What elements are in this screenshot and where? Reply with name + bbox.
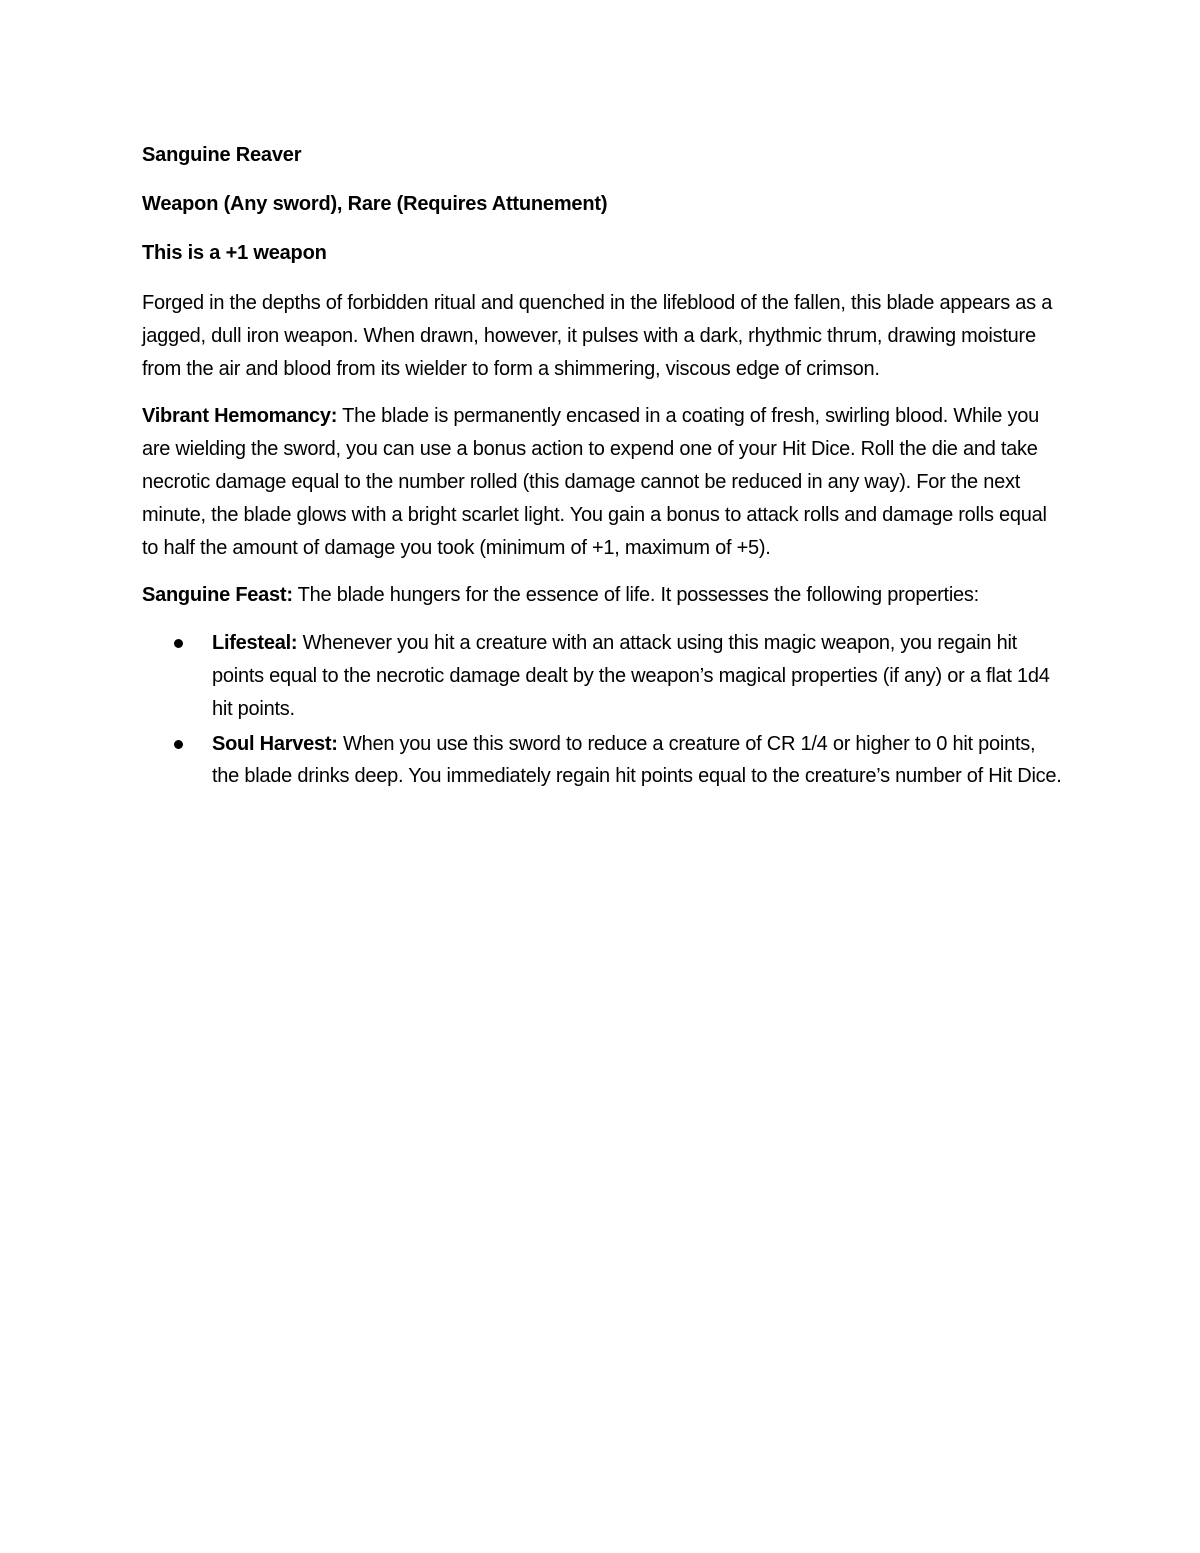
feature-text: The blade hungers for the essence of life. It possesses the following properties: bbox=[292, 584, 979, 607]
property-name: Lifesteal: bbox=[212, 632, 298, 655]
feature-sanguine-feast bbox=[142, 579, 1062, 612]
feature-text: The blade is permanently encased in a coating of fresh, swirling blood. While you are wielding the sword, you can use a bonus action to expend one of your Hit Dice. Roll the die and take necrotic damage equal to the number rolled (this damage cannot be reduced in any way). For the next minute, the blade glows with a bright scarlet light. You gain a bonus to attack rolls and damage rolls equal to half the amount of damage you took (minimum of +1, maximum of +5). bbox=[142, 405, 1047, 559]
property-lifesteal bbox=[142, 627, 1062, 725]
property-text: When you use this sword to reduce a creature of CR 1/4 or higher to 0 hit points, the blade drinks deep. You immediately regain hit points equal to the creature’s number of Hit Dice. bbox=[212, 732, 1062, 788]
property-text: Whenever you hit a creature with an attack using this magic weapon, you regain hit points equal to the necrotic damage dealt by the weapon’s magical properties (if any) or a flat 1d4 hit points. bbox=[212, 632, 1050, 720]
item-type-line: Weapon (Any sword), Rare (Requires Attunement) bbox=[142, 193, 608, 215]
bonus-line: This is a +1 weapon bbox=[142, 242, 327, 264]
bullet-icon bbox=[174, 740, 183, 749]
feature-name: Sanguine Feast: bbox=[142, 584, 293, 607]
property-list bbox=[142, 627, 1062, 793]
item-description: Forged in the depths of forbidden ritual and quenched in the lifeblood of the fallen, this blade appears as a jagged, dull iron weapon. When drawn, however, it pulses with a dark, rhythmic thrum, drawing moisture from the air and blood from its wielder to form a shimmering, viscous edge of crimson. bbox=[142, 292, 1053, 380]
item-title: Sanguine Reaver bbox=[142, 144, 302, 166]
document-page bbox=[142, 140, 1062, 795]
property-name: Soul Harvest: bbox=[212, 732, 338, 755]
property-soul-harvest bbox=[142, 728, 1062, 794]
bullet-icon bbox=[174, 639, 183, 648]
feature-name: Vibrant Hemomancy: bbox=[142, 405, 338, 428]
feature-vibrant-hemomancy bbox=[142, 400, 1062, 564]
